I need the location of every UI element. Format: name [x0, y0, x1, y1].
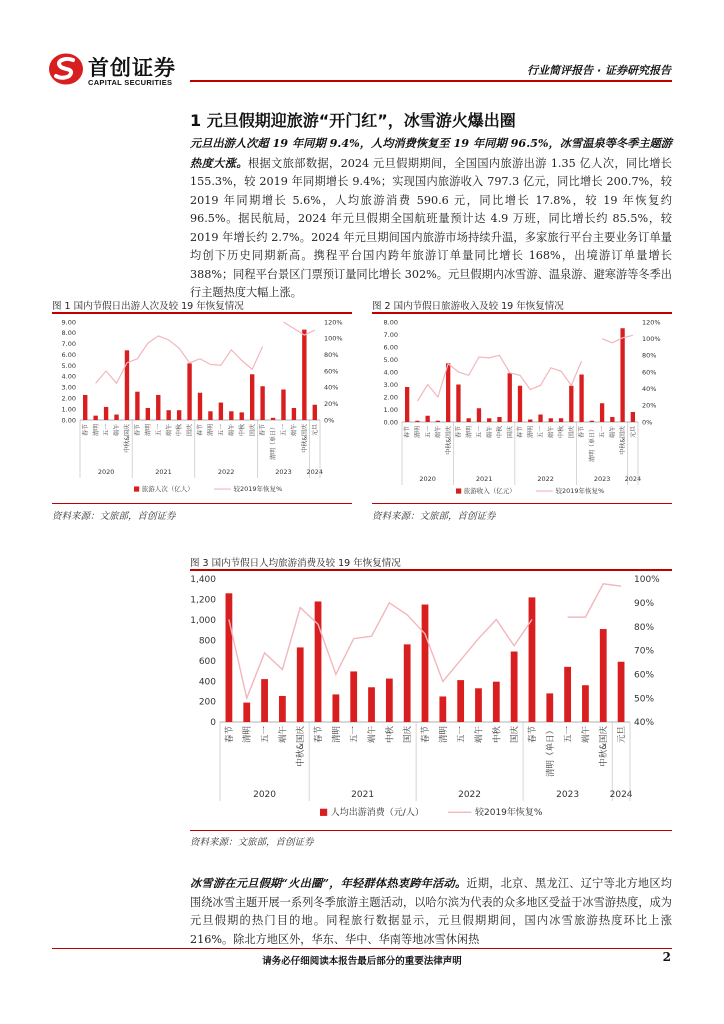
- bar: [350, 671, 357, 722]
- y-tick-right: 60%: [634, 670, 655, 681]
- y-tick-right: 70%: [634, 646, 655, 657]
- y-tick-left: 8.00: [61, 329, 76, 338]
- x-tick-label: 端午: [291, 424, 299, 437]
- y-tick-left: 1,400: [190, 575, 216, 586]
- bar: [425, 416, 429, 422]
- x-tick-label: 春节: [517, 426, 525, 439]
- y-tick-left: 0: [210, 718, 216, 729]
- bar: [177, 410, 181, 420]
- y-tick-left: 2.00: [383, 393, 398, 402]
- figure-2-bottom-rule: [372, 503, 672, 504]
- bar: [518, 386, 522, 422]
- bar: [292, 408, 296, 420]
- y-tick-left: 6.00: [383, 343, 398, 352]
- x-tick-label: 五一: [155, 424, 163, 437]
- x-tick-label: 端午: [228, 424, 236, 437]
- figure-3-bottom-rule: [190, 830, 672, 831]
- figure-1-bottom-rule: [52, 503, 352, 504]
- y-tick-right: 80%: [642, 351, 657, 360]
- x-tick-label: 春节: [82, 424, 90, 437]
- legend-line-label: 较2019年恢复%: [475, 808, 543, 818]
- figure-3-source: 资料来源：文旅部，首创证券: [190, 837, 314, 848]
- x-tick-label: 清明（单日）: [588, 426, 596, 463]
- recovery-line: [283, 322, 314, 335]
- figure-2-source: 资料来源：文旅部，首创证券: [372, 511, 496, 522]
- x-tick-label: 清明: [207, 424, 215, 437]
- y-tick-left: 5.00: [383, 355, 398, 364]
- bar: [528, 420, 532, 423]
- bar: [332, 694, 339, 722]
- legend-bar-label: 旅游人次（亿人）: [141, 485, 194, 493]
- group-label: 2022: [217, 468, 235, 476]
- bar: [422, 605, 429, 722]
- x-tick-label: 清明（单日）: [270, 424, 278, 461]
- figure-3-title: 图 3 国内节假日人均旅游消费及较 19 年恢复情况: [190, 558, 401, 569]
- group-label: 2023: [556, 790, 580, 800]
- x-tick-label: 五一: [456, 726, 467, 744]
- paragraph-1-lead: 元旦出游人次超 19 年同期 9.4%，人均消费恢复至 19 年同期 96.5%，冰雪温泉等冬季主题游热度大涨。: [190, 136, 672, 170]
- x-tick-label: 春节: [259, 424, 267, 437]
- bar: [297, 647, 304, 722]
- y-tick-left: 4.00: [383, 368, 398, 377]
- x-tick-label: 清明: [414, 426, 422, 439]
- brand-name-en: CAPITAL SECURITIES: [88, 78, 173, 87]
- y-tick-left: 2.00: [61, 394, 76, 403]
- x-tick-label: 五一: [217, 424, 225, 437]
- y-tick-right: 0%: [324, 416, 335, 425]
- recovery-line: [417, 355, 581, 401]
- x-tick-label: 清明: [92, 424, 100, 437]
- figure-1-svg: [52, 315, 352, 500]
- y-tick-right: 120%: [324, 318, 343, 327]
- x-tick-label: 端午: [113, 424, 121, 437]
- bar: [618, 662, 625, 722]
- group-label: 2020: [419, 475, 436, 483]
- x-tick-label: 元旦: [629, 426, 637, 439]
- bar: [125, 350, 129, 420]
- footer-divider: [52, 948, 672, 949]
- bar: [198, 393, 202, 420]
- bar: [271, 418, 275, 420]
- legend-bar-label: 旅游收入（亿元）: [463, 487, 516, 495]
- group-label: 2024: [306, 468, 324, 476]
- recovery-line: [229, 603, 532, 698]
- x-tick-label: 五一: [349, 726, 360, 744]
- group-label: 2023: [593, 475, 611, 483]
- group-label: 2024: [624, 475, 642, 483]
- bar: [226, 593, 233, 722]
- y-tick-left: 200: [198, 697, 216, 708]
- x-tick-label: 春节: [527, 726, 538, 744]
- x-tick-label: 春节: [404, 426, 412, 439]
- bar: [487, 418, 491, 422]
- figure-2-svg: [372, 315, 672, 500]
- y-tick-right: 50%: [634, 694, 655, 705]
- bar: [315, 601, 322, 722]
- legend-bar-swatch: [134, 486, 139, 491]
- y-tick-left: 9.00: [61, 318, 76, 327]
- page-number: 2: [662, 950, 671, 964]
- bar: [240, 412, 244, 420]
- company-logo: [48, 50, 196, 90]
- x-tick-label: 中秋&国庆: [445, 426, 453, 455]
- y-tick-left: 8.00: [383, 318, 398, 327]
- bar: [600, 403, 604, 422]
- legend-bar-label: 人均出游消费（元/人）: [330, 808, 424, 818]
- y-tick-left: 1,000: [190, 616, 216, 627]
- bar: [243, 703, 250, 722]
- group-label: 2020: [97, 468, 115, 476]
- x-tick-label: 国庆: [510, 726, 521, 744]
- bar: [187, 363, 191, 420]
- y-tick-right: 80%: [634, 622, 655, 633]
- bar: [439, 696, 446, 722]
- x-tick-label: 端午: [581, 726, 592, 744]
- figure-1-rule: [52, 312, 352, 314]
- x-tick-label: 五一: [103, 424, 111, 437]
- legal-notice: 请务必仔细阅读本报告最后部分的重要法律声明: [262, 956, 462, 967]
- x-tick-label: 国庆: [403, 726, 414, 744]
- x-tick-label: 中秋: [496, 426, 504, 439]
- bar: [436, 421, 440, 422]
- y-tick-right: 0%: [642, 418, 653, 427]
- x-tick-label: 五一: [476, 426, 484, 439]
- bar: [135, 392, 139, 420]
- y-tick-right: 100%: [634, 575, 660, 586]
- bar: [404, 644, 411, 722]
- group-label: 2024: [609, 790, 633, 800]
- bar: [477, 408, 481, 422]
- bar: [610, 417, 614, 422]
- x-tick-label: 清明: [144, 424, 152, 437]
- x-tick-label: 五一: [537, 426, 545, 439]
- x-tick-label: 春节: [455, 426, 463, 439]
- x-tick-label: 中秋&国庆: [301, 424, 309, 453]
- x-tick-label: 中秋&国庆: [296, 726, 307, 767]
- bar: [260, 386, 264, 420]
- x-tick-label: 春节: [224, 726, 235, 744]
- x-tick-label: 端午: [609, 426, 617, 439]
- group-label: 2022: [537, 475, 554, 483]
- x-tick-label: 端午: [474, 726, 485, 744]
- y-tick-left: 800: [198, 636, 216, 647]
- y-tick-right: 60%: [642, 368, 657, 377]
- y-tick-right: 20%: [642, 401, 657, 410]
- capital-securities-logo-icon: [48, 52, 84, 86]
- bar: [386, 679, 393, 722]
- bar: [590, 421, 594, 422]
- bar: [104, 407, 108, 420]
- bar: [529, 597, 536, 722]
- bar: [549, 418, 553, 422]
- y-tick-left: 3.00: [383, 380, 398, 389]
- x-tick-label: 端午: [278, 726, 289, 744]
- x-tick-label: 国庆: [186, 424, 194, 437]
- figure-1-title: 图 1 国内节假日出游人次及较 19 年恢复情况: [52, 301, 244, 312]
- bar: [313, 405, 317, 420]
- bar: [368, 687, 375, 722]
- group-label: 2020: [253, 790, 277, 800]
- bar: [415, 421, 419, 422]
- bar: [467, 418, 471, 422]
- x-tick-label: 国庆: [249, 424, 257, 437]
- bar: [497, 417, 501, 422]
- bar: [546, 693, 553, 722]
- figure-2-rule: [372, 312, 672, 314]
- bar: [93, 416, 97, 420]
- x-tick-label: 中秋&国庆: [619, 426, 627, 455]
- group-label: 2023: [275, 468, 292, 476]
- section-heading: 1 元旦假期迎旅游“开门红”，冰雪游火爆出圈: [190, 111, 516, 130]
- x-tick-label: 五一: [563, 726, 574, 744]
- x-tick-label: 春节: [134, 424, 142, 437]
- recovery-line: [568, 584, 621, 617]
- bar: [493, 682, 500, 722]
- x-tick-label: 春节: [197, 424, 205, 437]
- legend-line-label: 较2019年恢复%: [233, 485, 283, 493]
- y-tick-right: 20%: [324, 399, 339, 408]
- x-tick-label: 春节: [578, 426, 586, 439]
- x-tick-label: 五一: [599, 426, 607, 439]
- group-label: 2021: [351, 790, 375, 800]
- bar: [457, 680, 464, 722]
- y-tick-right: 40%: [324, 383, 339, 392]
- x-tick-label: 元旦: [311, 424, 319, 437]
- figure-1-source: 资料来源：文旅部，首创证券: [52, 511, 176, 522]
- x-tick-label: 清明: [438, 726, 449, 744]
- x-tick-label: 中秋: [176, 424, 184, 437]
- bar: [219, 403, 223, 420]
- bar: [83, 395, 87, 420]
- recovery-line: [602, 335, 633, 343]
- y-tick-right: 60%: [324, 367, 339, 376]
- group-label: 2021: [475, 475, 493, 483]
- x-tick-label: 端午: [367, 726, 378, 744]
- paragraph-2: [190, 874, 672, 949]
- bar: [508, 373, 512, 422]
- y-tick-right: 100%: [642, 334, 661, 343]
- report-type: 行业简评报告 · 证券研究报告: [527, 64, 671, 77]
- figure-2-title: 图 2 国内节假日旅游收入及较 19 年恢复情况: [372, 301, 564, 312]
- x-tick-label: 国庆: [568, 426, 576, 439]
- figure-3-svg: [190, 572, 672, 826]
- y-tick-left: 1,200: [190, 595, 216, 606]
- bar: [229, 411, 233, 420]
- x-tick-label: 国庆: [506, 426, 514, 439]
- recovery-line: [96, 336, 263, 383]
- bar: [279, 696, 286, 722]
- x-tick-label: 端午: [486, 426, 494, 439]
- paragraph-2-lead: 冰雪游在元旦假期“火出圈”，年轻群体热衷跨年活动。: [190, 876, 467, 890]
- y-tick-left: 7.00: [383, 330, 398, 339]
- x-tick-label: 中秋&国庆: [599, 726, 610, 767]
- x-tick-label: 中秋: [492, 726, 503, 744]
- y-tick-left: 7.00: [61, 340, 76, 349]
- x-tick-label: 元旦: [617, 726, 628, 744]
- y-tick-left: 400: [198, 677, 216, 688]
- y-tick-right: 40%: [634, 718, 655, 729]
- x-tick-label: 春节: [420, 726, 431, 744]
- y-tick-left: 0.00: [383, 418, 398, 427]
- bar: [538, 415, 542, 423]
- bar: [631, 412, 635, 422]
- bar: [564, 667, 571, 722]
- brand-name-cn: 首创证券: [88, 56, 176, 80]
- x-tick-label: 中秋: [238, 424, 246, 437]
- legend-bar-swatch: [456, 488, 461, 493]
- y-tick-right: 80%: [324, 350, 339, 359]
- bar: [579, 375, 583, 423]
- bar: [569, 386, 573, 422]
- y-tick-left: 0.00: [61, 416, 76, 425]
- bar: [167, 410, 171, 420]
- paragraph-2-body: 近期，北京、黑龙江、辽宁等北方地区均围绕冰雪主题开展一系列冬季旅游主题活动，以哈尔滨为代表的众多地区受益于冰雪游热度，成为元旦假期的热门目的地。同程旅行数据显示，元旦假期期间，国内冰雪旅游热度环比上涨 216%。除北方地区外，华东、华中、华南等地冰雪休闲热: [190, 877, 672, 946]
- bar: [261, 679, 268, 722]
- y-tick-left: 3.00: [61, 383, 76, 392]
- x-tick-label: 五一: [260, 726, 271, 744]
- bar: [559, 418, 563, 422]
- bar: [446, 363, 450, 422]
- bar: [114, 415, 118, 420]
- y-tick-left: 6.00: [61, 350, 76, 359]
- group-label: 2021: [155, 468, 172, 476]
- y-tick-left: 4.00: [61, 372, 76, 381]
- figure-3-chart: [190, 572, 672, 826]
- x-tick-label: 端午: [165, 424, 173, 437]
- bar: [208, 411, 212, 420]
- y-tick-right: 100%: [324, 334, 343, 343]
- group-label: 2022: [458, 790, 482, 800]
- x-tick-label: 春节: [314, 726, 325, 744]
- bar: [281, 390, 285, 420]
- bar: [405, 387, 409, 422]
- y-tick-right: 40%: [642, 384, 657, 393]
- x-tick-label: 五一: [280, 424, 288, 437]
- y-tick-left: 5.00: [61, 361, 76, 370]
- figure-1-chart: [52, 315, 352, 500]
- y-tick-left: 1.00: [61, 405, 76, 414]
- bar: [156, 395, 160, 420]
- legend-bar-swatch: [320, 809, 327, 816]
- bar: [146, 408, 150, 420]
- bar: [302, 330, 306, 420]
- x-tick-label: 清明: [331, 726, 342, 744]
- x-tick-label: 清明: [242, 726, 253, 744]
- figure-3-rule: [190, 569, 672, 571]
- x-tick-label: 清明: [527, 426, 535, 439]
- paragraph-1: [190, 134, 672, 303]
- bar: [511, 652, 518, 722]
- bar: [456, 385, 460, 423]
- y-tick-left: 600: [198, 656, 216, 667]
- bar: [620, 328, 624, 422]
- paragraph-1-body: 根据文旅部数据，2024 元旦假期期间，全国国内旅游出游 1.35 亿人次，同比增长 155.3%，较 2019 年同期增长 9.4%；实现国内旅游收入 797.3 亿元，同比增长 200.7%，较 2019 年同期增长 5.6%，人均旅游消费 590.6 元，同比增长 17.8%，较 19 年恢复约 96.5%。据民航局，2024 年元旦假期全国航班量预计达 4.9 万班，同比增长约 85.5%，较 2019 年增长约 2.7%。2024 年元旦期间国内旅游市场持续升温，多家旅行平台主要业务订单量均创下历史同期新高。携程平台国内跨年旅游订单量同比增长 168%，出境游订单量增长 388%；同程平台景区门票预订量同比增长 302%。元旦假期内冰雪游、温泉游、避寒游等冬季出行主题热度大幅上涨。: [190, 156, 672, 299]
- x-tick-label: 清明（单日）: [545, 726, 556, 778]
- x-tick-label: 中秋&国庆: [124, 424, 132, 453]
- x-tick-label: 中秋: [385, 726, 396, 744]
- header-divider: [190, 80, 672, 82]
- y-tick-right: 90%: [634, 598, 655, 609]
- bar: [475, 688, 482, 722]
- x-tick-label: 清明: [465, 426, 473, 439]
- figure-2-chart: [372, 315, 672, 500]
- y-tick-right: 120%: [642, 318, 661, 327]
- y-tick-left: 1.00: [383, 405, 398, 414]
- x-tick-label: 五一: [424, 426, 432, 439]
- x-tick-label: 端午: [435, 426, 443, 439]
- bar: [600, 629, 607, 722]
- bar: [250, 374, 254, 420]
- x-tick-label: 端午: [547, 426, 555, 439]
- legend-line-label: 较2019年恢复%: [555, 487, 605, 495]
- bar: [582, 685, 589, 722]
- x-tick-label: 中秋: [558, 426, 566, 439]
